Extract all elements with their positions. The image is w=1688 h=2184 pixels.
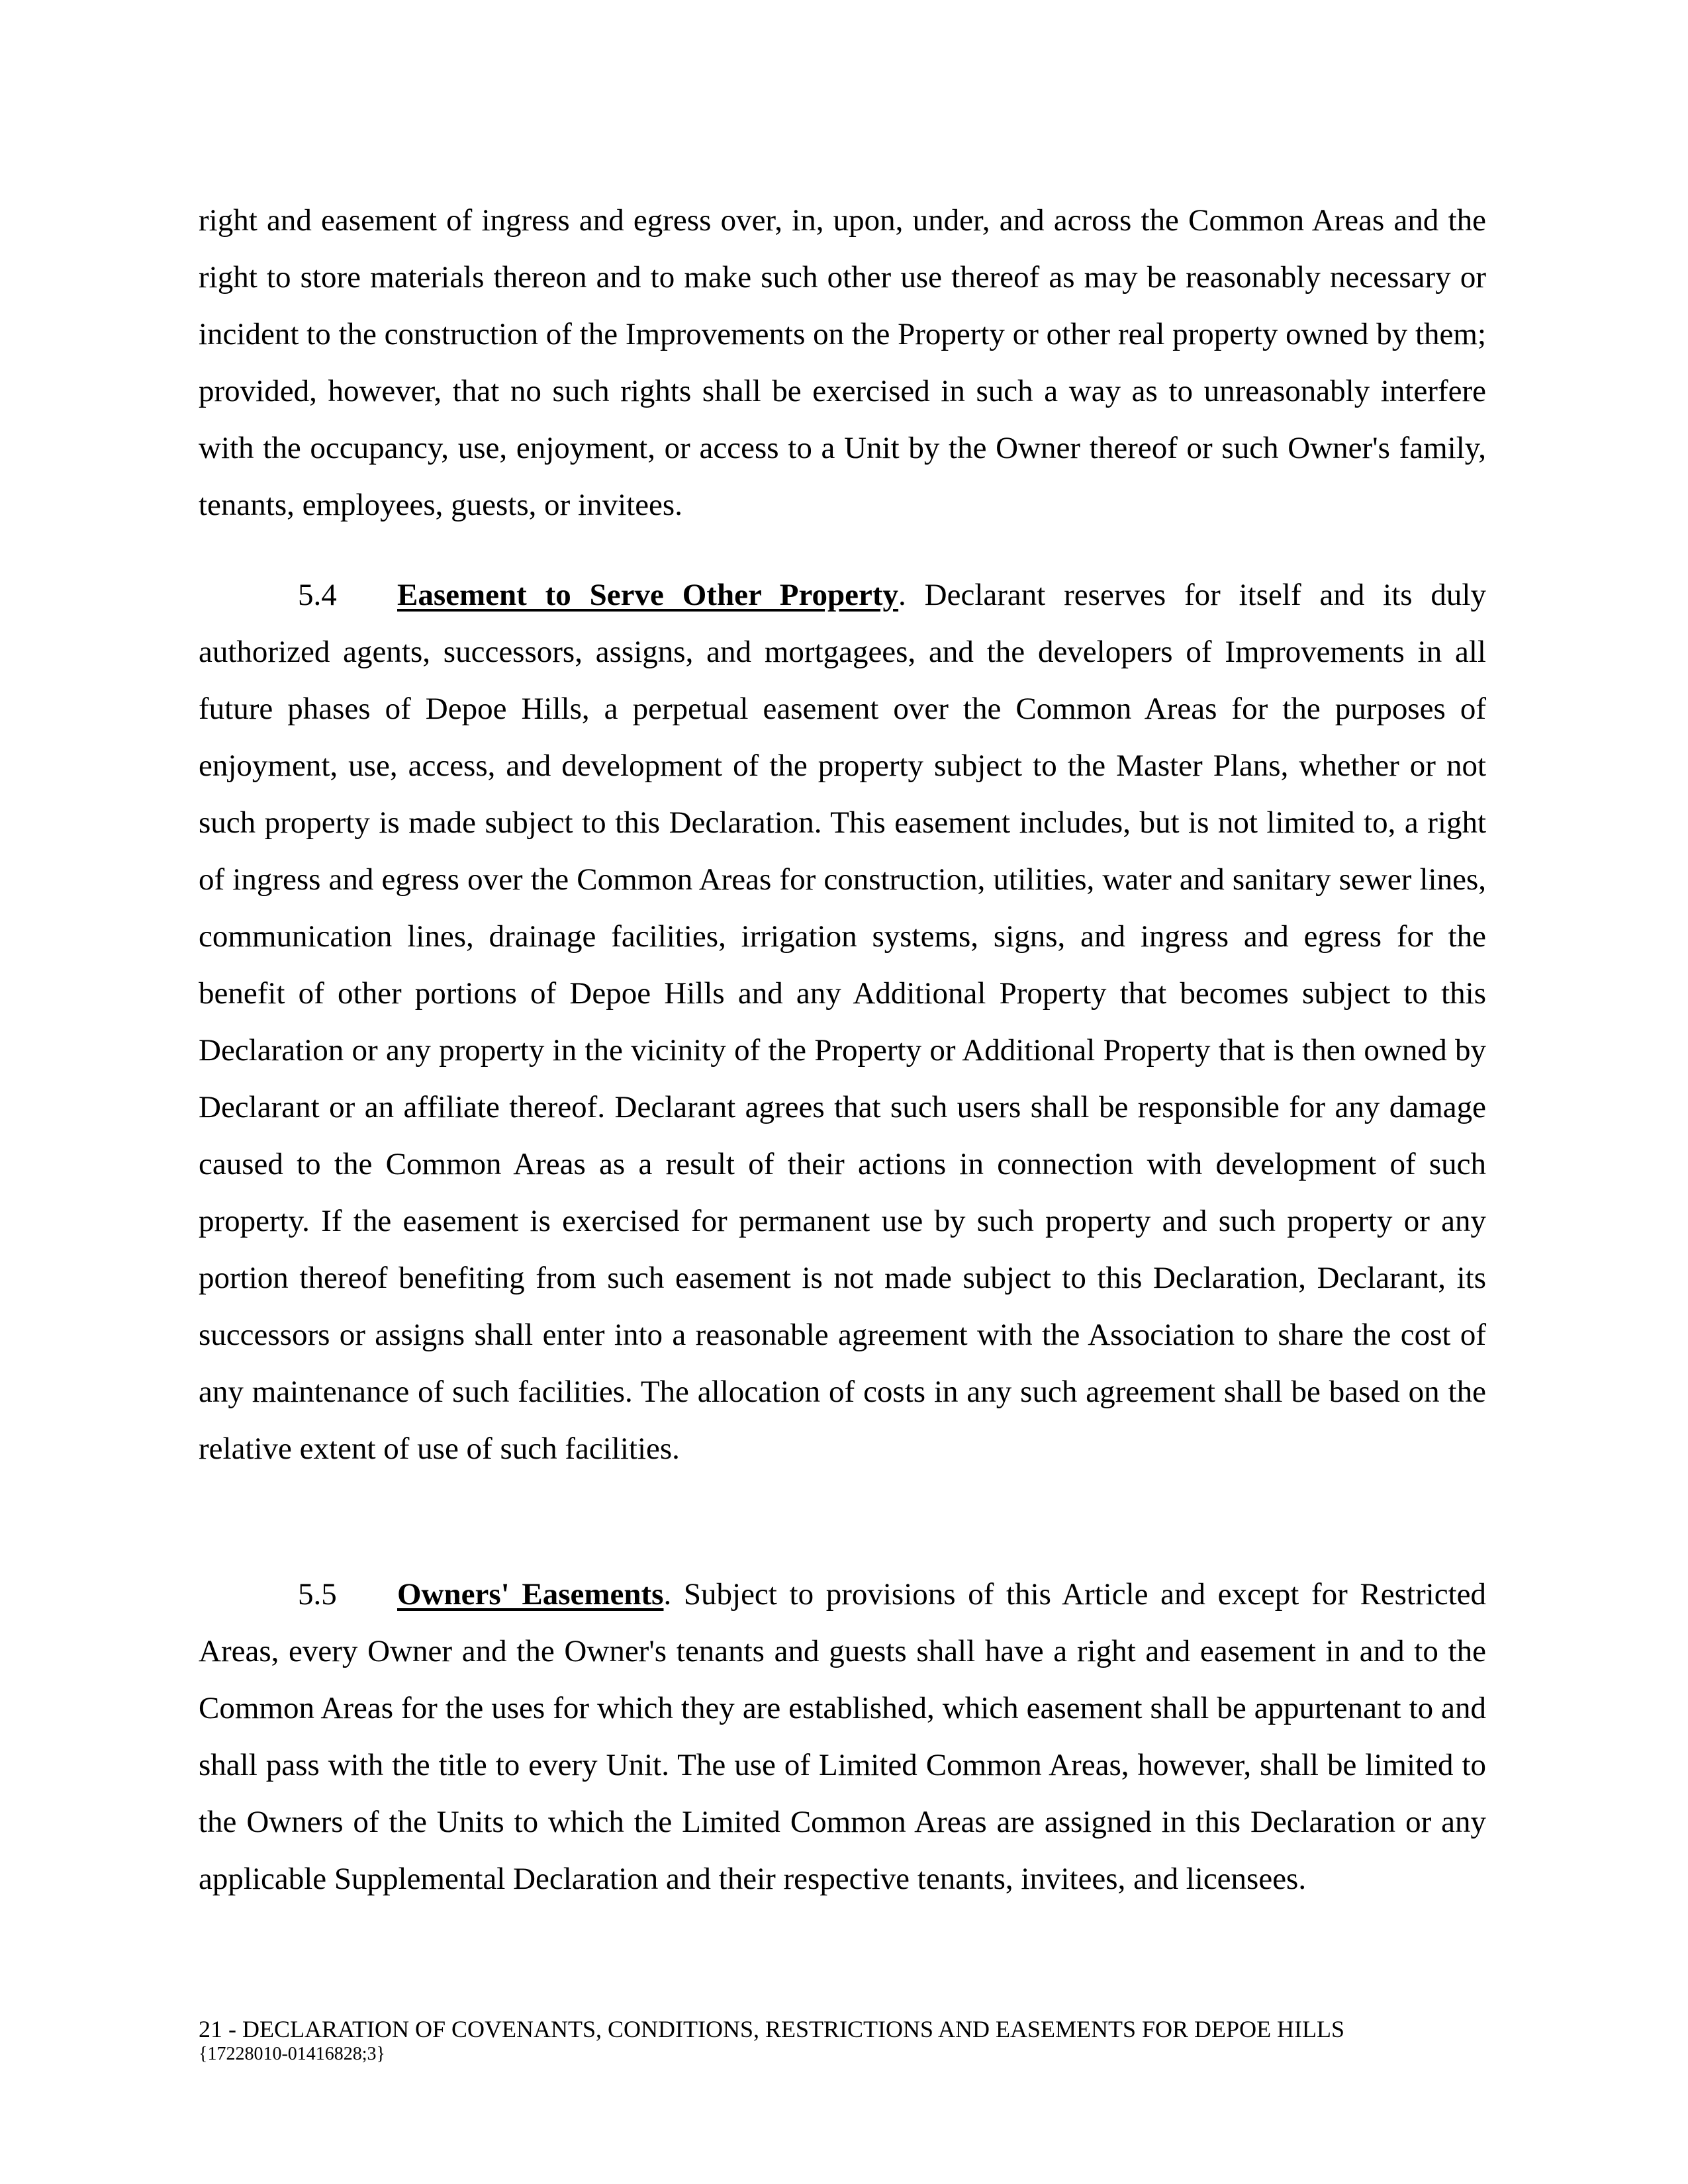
section-number: 5.4 bbox=[298, 578, 337, 612]
section-heading: Owners' Easements bbox=[397, 1577, 664, 1612]
footer-document-id: {17228010-01416828;3} bbox=[199, 2044, 385, 2064]
footer-page-title: 21 - DECLARATION OF COVENANTS, CONDITIONS, RESTRICTIONS AND EASEMENTS FOR DEPOE HILLS bbox=[199, 2016, 1345, 2042]
continued-paragraph bbox=[199, 192, 1486, 533]
section-number: 5.5 bbox=[298, 1577, 337, 1612]
section-heading: Easement to Serve Other Property bbox=[397, 578, 899, 612]
section-5-5 bbox=[199, 1566, 1486, 1907]
section-text: . Declarant reserves for itself and its duly authorized agents, successors, assigns, and mortgagees, and the developers of Improvements in all future phases of Depoe Hills, a perpetual easement over the Common Areas for the purposes of enjoyment, use, access, and development of the property subject to the Master Plans, whether or not such property is made subject to this Declaration. This easement includes, but is not limited to, a right of ingress and egress over the Common Areas for construction, utilities, water and sanitary sewer lines, communication lines, drainage facilities, irrigation systems, signs, and ingress and egress for the benefit of other portions of Depoe Hills and any Additional Property that becomes subject to this Declaration or any property in the vicinity of the Property or Additional Property that is then owned by Declarant or an affiliate thereof. Declarant agrees that such users shall be responsible for any damage caused to the Common Areas as a result of their actions in connection with development of such property. If the easement is exercised for permanent use by such property and such property or any portion thereof benefiting from such easement is not made subject to this Declaration, Declarant, its successors or assigns shall enter into a reasonable agreement with the Association to share the cost of any maintenance of such facilities. The allocation of costs in any such agreement shall be based on the relative extent of use of such facilities. bbox=[199, 578, 1486, 1466]
section-5-4 bbox=[199, 567, 1486, 1477]
page-footer bbox=[199, 2015, 1489, 2065]
paragraph-text: right and easement of ingress and egress over, in, upon, under, and across the Common Areas and the right to store materials thereon and to make such other use thereof as may be reasonably necessary or incident to the construction of the Improvements on the Property or other real property owned by them; provided, however, that no such rights shall be exercised in such a way as to unreasonably interfere with the occupancy, use, enjoyment, or access to a Unit by the Owner thereof or such Owner's family, tenants, employees, guests, or invitees. bbox=[199, 203, 1486, 522]
section-text: . Subject to provisions of this Article and except for Restricted Areas, every Owner and the Owner's tenants and guests shall have a right and easement in and to the Common Areas for the uses for which they are established, which easement shall be appurtenant to and shall pass with the title to every Unit. The use of Limited Common Areas, however, shall be limited to the Owners of the Units to which the Limited Common Areas are assigned in this Declaration or any applicable Supplemental Declaration and their respective tenants, invitees, and licensees. bbox=[199, 1577, 1486, 1896]
